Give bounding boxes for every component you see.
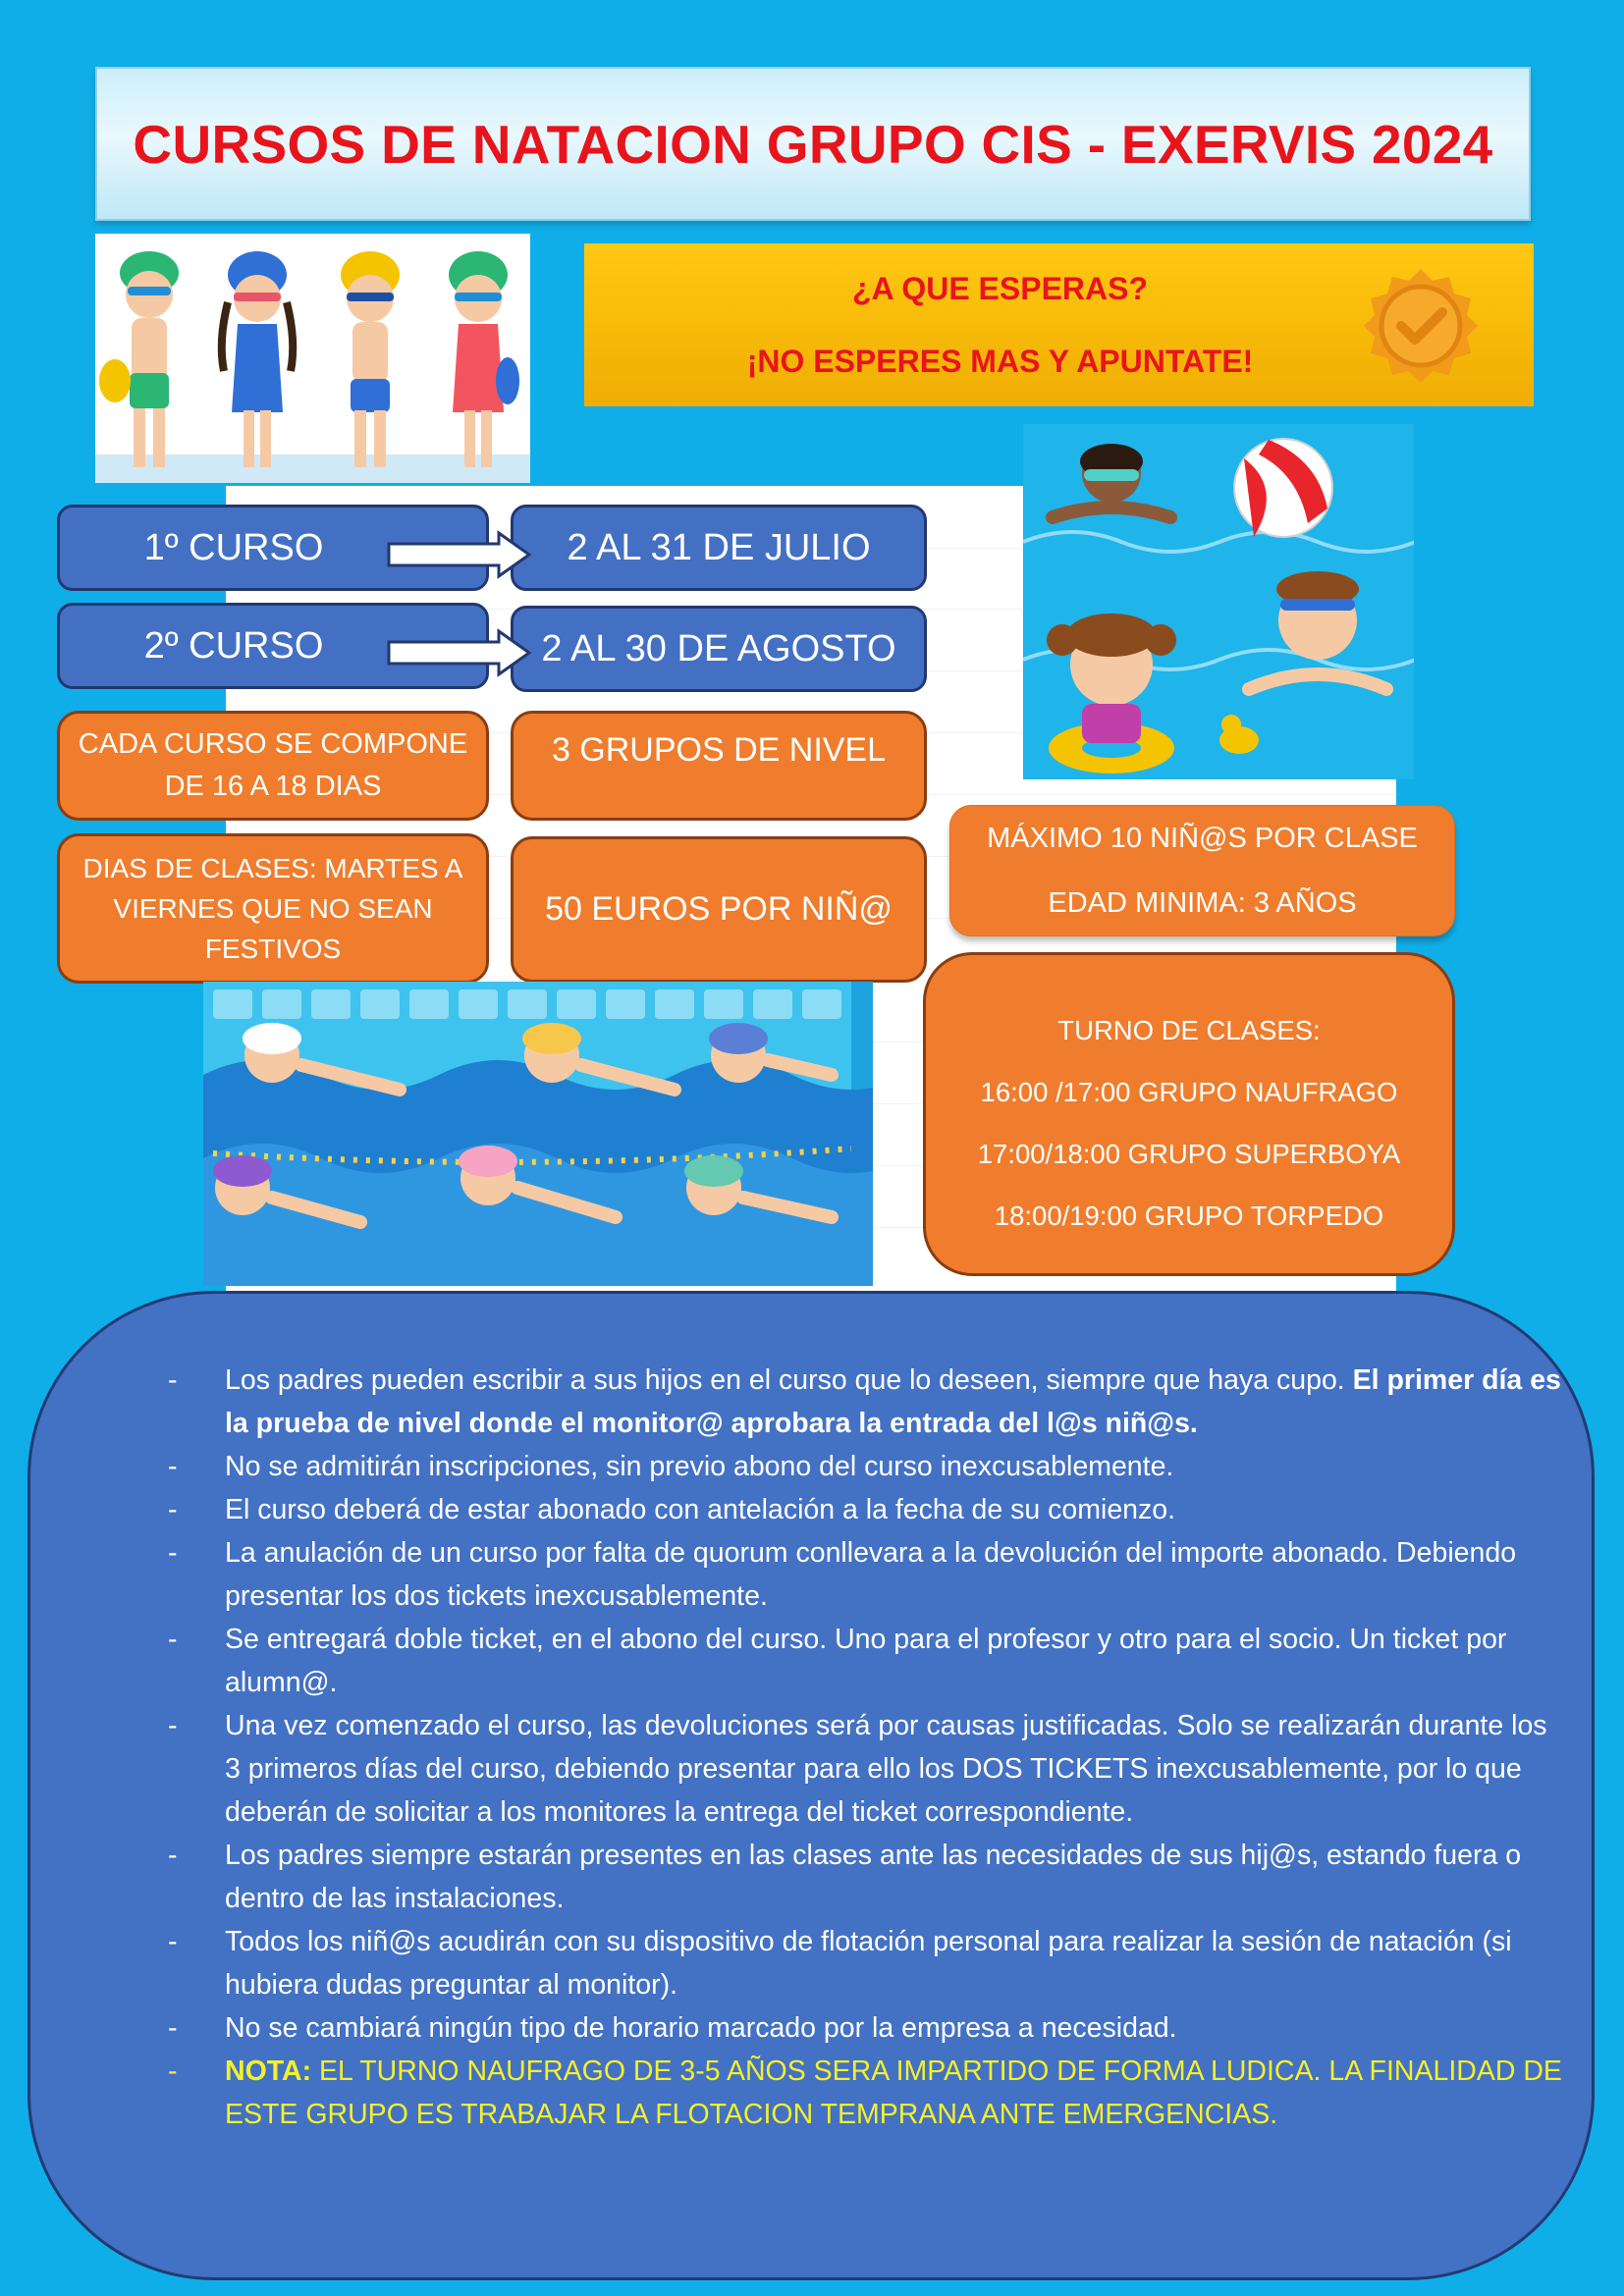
price-box: 50 EUROS POR NIÑ@	[511, 836, 927, 983]
check-badge-icon	[1362, 267, 1480, 385]
kids-swimming-pool-lane-illustration	[203, 982, 873, 1286]
rules-panel	[27, 1291, 1595, 2280]
rule-note: - NOTA: EL TURNO NAUFRAGO DE 3-5 AÑOS SERA IMPARTIDO DE FORMA LUDICA. LA FINALIDAD DE ESTE GRUPO ES TRABAJAR LA FLOTACION TEMPRANA ANTE EMERGENCIAS.	[168, 2056, 1562, 2130]
course-1-dates: 2 AL 31 DE JULIO	[511, 505, 927, 591]
promo-question: ¿A QUE ESPERAS?	[851, 271, 1149, 306]
schedule-slot: 16:00 /17:00 GRUPO NAUFRAGO	[980, 1077, 1398, 1107]
schedule-heading: TURNO DE CLASES:	[1057, 1015, 1321, 1045]
rule-item: - La anulación de un curso por falta de quorum conllevara a la devolución del importe abonado. Debiendo presentar los dos tickets inexcusablemente.	[168, 1537, 1517, 1612]
rule-item: - Los padres pueden escribir a sus hijos en el curso que lo deseen, siempre que haya cupo. El primer día es la prueba de nivel donde el monitor@ aprobara la entrada del l@s niñ@s.	[168, 1364, 1561, 1439]
course-duration-box: CADA CURSO SE COMPONE DE 16 A 18 DIAS	[57, 711, 489, 821]
page-title: CURSOS DE NATACION GRUPO CIS - EXERVIS 2024	[133, 113, 1493, 175]
title-banner	[95, 67, 1531, 221]
rule-item: - No se admitirán inscripciones, sin previo abono del curso inexcusablemente.	[168, 1451, 1174, 1482]
rule-item: - Una vez comenzado el curso, las devoluciones será por causas justificadas. Solo se realizarán durante los 3 primeros días del curso, debiendo presentar para ello los DOS TICKETS inexcusablemente, por lo que deberán de solicitar a los monitores la entrega del ticket correspondiente.	[168, 1710, 1547, 1828]
level-groups-box: 3 GRUPOS DE NIVEL	[511, 711, 927, 821]
arrow-right-icon	[386, 628, 533, 677]
rule-item: - Se entregará doble ticket, en el abono del curso. Uno para el profesor y otro para el socio. Un ticket por alumn@.	[168, 1624, 1507, 1698]
class-schedule-box	[923, 952, 1455, 1276]
rule-item: - Los padres siempre estarán presentes en las clases ante las necesidades de sus hij@s, estando fuera o dentro de las instalaciones.	[168, 1840, 1522, 1914]
class-days-box: DIAS DE CLASES: MARTES A VIERNES QUE NO SEAN FESTIVOS	[57, 833, 489, 984]
rule-item: - Todos los niñ@s acudirán con su dispositivo de flotación personal para realizar la sesión de natación (si hubiera dudas preguntar al monitor).	[168, 1926, 1512, 2001]
kids-playing-in-water-illustration	[1023, 424, 1414, 779]
course-1-label: 1º CURSO	[57, 505, 489, 591]
class-limits-box	[949, 805, 1455, 936]
max-kids-text: MÁXIMO 10 NIÑ@S POR CLASE	[987, 823, 1418, 854]
schedule-slot: 17:00/18:00 GRUPO SUPERBOYA	[977, 1139, 1401, 1169]
course-2-label: 2º CURSO	[57, 603, 489, 689]
rules-list	[168, 1359, 1562, 2136]
promo-call-to-action: ¡NO ESPERES MAS Y APUNTATE!	[746, 344, 1254, 379]
children-swimmers-illustration	[95, 234, 530, 483]
schedule-slot: 18:00/19:00 GRUPO TORPEDO	[994, 1201, 1384, 1231]
min-age-text: EDAD MINIMA: 3 AÑOS	[1048, 887, 1357, 919]
rule-item: - El curso deberá de estar abonado con antelación a la fecha de su comienzo.	[168, 1494, 1176, 1525]
promo-banner	[584, 243, 1534, 406]
rule-item: - No se cambiará ningún tipo de horario marcado por la empresa a necesidad.	[168, 2012, 1177, 2044]
note-label: NOTA:	[225, 2056, 312, 2087]
arrow-right-icon	[386, 530, 533, 579]
course-2-dates: 2 AL 30 DE AGOSTO	[511, 606, 927, 692]
